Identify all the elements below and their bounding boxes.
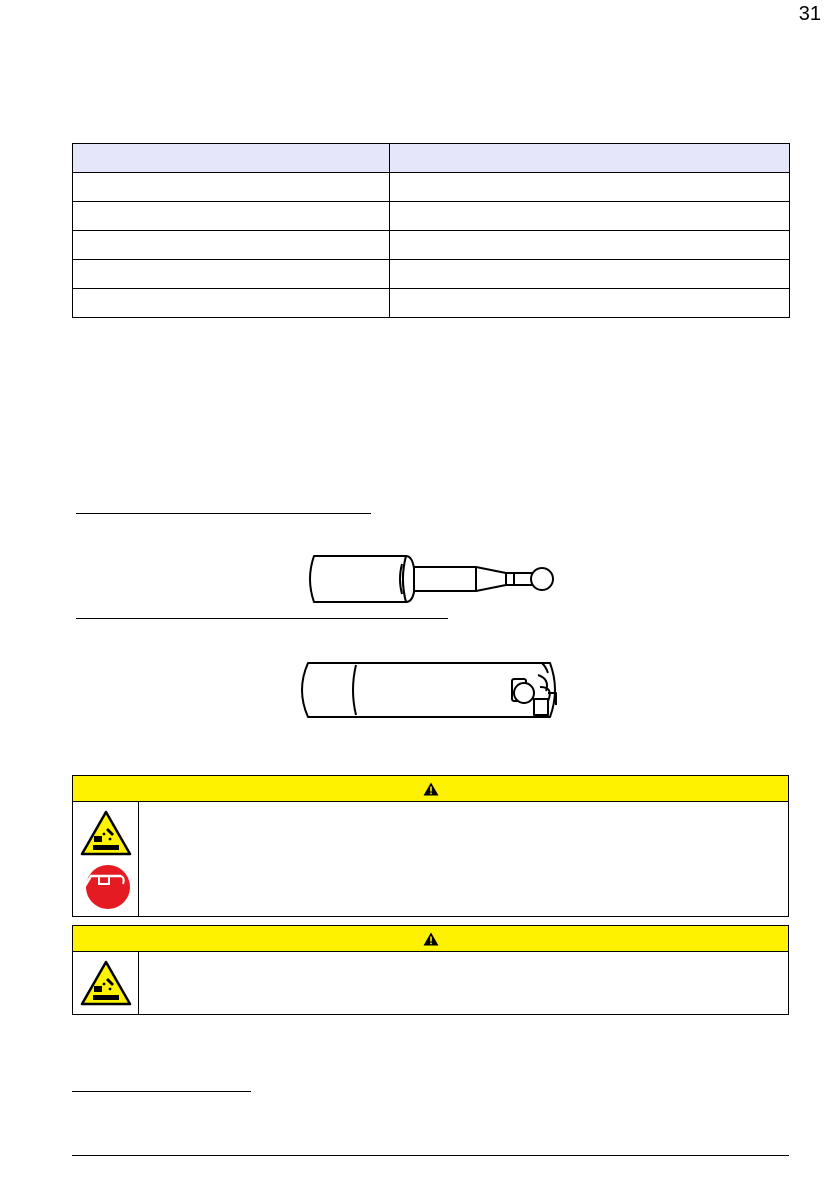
warning-text — [139, 952, 788, 1015]
warning-header — [73, 926, 788, 952]
section-rule — [76, 513, 371, 514]
table-cell — [390, 260, 790, 289]
wear-eye-protection-icon — [81, 862, 131, 910]
table-cell — [73, 289, 390, 318]
table-cell — [73, 173, 390, 202]
footer-rule — [72, 1155, 789, 1156]
ph-electrode-sensor-icon — [300, 548, 560, 610]
table-cell — [390, 173, 790, 202]
table-row — [73, 173, 790, 202]
table-row — [73, 202, 790, 231]
table-cell — [73, 260, 390, 289]
warning-triangle-icon — [423, 932, 439, 946]
table-row — [73, 289, 790, 318]
table-header-cell — [390, 144, 790, 173]
specification-table — [72, 143, 790, 318]
safety-icon-column — [73, 952, 139, 1015]
table-row — [73, 260, 790, 289]
table-header-cell — [73, 144, 390, 173]
table-cell — [73, 202, 390, 231]
warning-triangle-icon — [423, 782, 439, 796]
ph-sensor-tip-icon — [294, 657, 584, 723]
safety-icon-column — [73, 802, 139, 917]
page-number: 31 — [798, 3, 821, 25]
table-row — [73, 231, 790, 260]
table-header-row — [73, 144, 790, 173]
chemical-hazard-icon — [80, 960, 132, 1006]
table-cell — [390, 202, 790, 231]
table-cell — [73, 231, 390, 260]
warning-text — [139, 802, 788, 917]
warning-header — [73, 776, 788, 802]
table-cell — [390, 289, 790, 318]
chemical-hazard-icon — [80, 810, 132, 856]
warning-box — [72, 925, 789, 1015]
section-rule — [76, 618, 448, 619]
warning-box — [72, 775, 789, 917]
section-rule — [72, 1091, 251, 1092]
table-cell — [390, 231, 790, 260]
